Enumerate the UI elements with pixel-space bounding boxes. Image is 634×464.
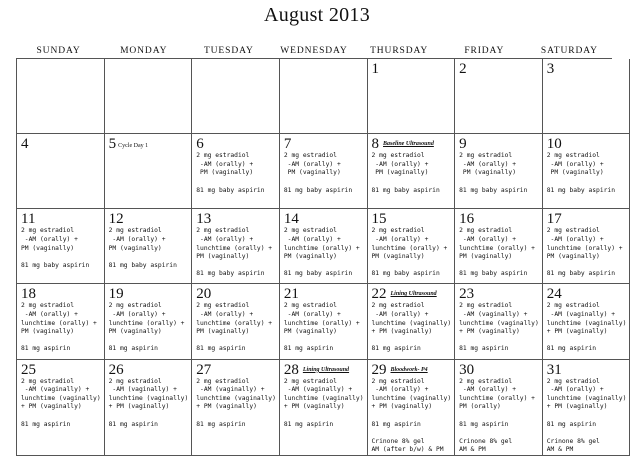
day-cell-empty xyxy=(192,59,280,134)
medication-notes: 2 mg estradiol -AM (orally) + lunchtime (orally) + PM (vaginally) 81 mg baby aspirin xyxy=(371,227,448,278)
day-cell-18 xyxy=(17,284,105,359)
day-number: 8 xyxy=(371,136,379,153)
day-cell-30 xyxy=(455,360,543,456)
medication-notes: 2 mg estradiol -AM (orally) + lunchtime (orally) + PM (vaginally) 81 mg aspirin xyxy=(108,302,185,353)
medication-notes: 2 mg estradiol -AM (orally) + lunchtime (vaginally) + PM (vaginally) 81 mg aspirin Crinone 8% gel AM (after b/w) & PM xyxy=(371,377,452,454)
day-cell-19 xyxy=(105,284,193,359)
day-cell-empty xyxy=(280,59,368,134)
day-number: 5 xyxy=(108,136,117,153)
medication-notes: 2 mg estradiol -AM (orally) + lunchtime (orally) + PM (vaginally) 81 mg aspirin xyxy=(196,302,273,353)
day-number: 27 xyxy=(196,361,212,378)
day-number: 31 xyxy=(546,361,562,378)
day-cell-10 xyxy=(543,134,631,209)
day-cell-1 xyxy=(368,59,456,134)
weekday-tuesday: TUESDAY xyxy=(203,46,254,56)
day-header xyxy=(547,362,627,377)
day-header xyxy=(459,61,539,76)
day-header xyxy=(372,136,452,151)
day-event-label: Lining Ultrasound xyxy=(390,291,437,298)
day-number: 16 xyxy=(459,211,475,228)
day-cell-17 xyxy=(543,209,631,284)
medication-notes: 2 mg estradiol -AM (orally) + PM (vaginally) 81 mg baby aspirin xyxy=(546,152,615,194)
day-header xyxy=(547,61,627,76)
day-header xyxy=(547,136,627,151)
day-number: 3 xyxy=(546,61,555,77)
medication-notes: 2 mg estradiol -AM (orally) + PM (vaginally) 81 mg baby aspirin xyxy=(283,152,353,194)
day-cell-12 xyxy=(105,209,193,284)
medication-notes: 2 mg estradiol -AM (orally) + lunchtime (vaginally) + PM (vaginally) 81 mg aspirin xyxy=(371,302,452,353)
day-header xyxy=(21,61,101,76)
day-cell-13 xyxy=(192,209,280,284)
day-number: 30 xyxy=(459,361,475,378)
day-header xyxy=(21,362,101,377)
day-number: 7 xyxy=(283,136,292,153)
day-cell-21 xyxy=(280,284,368,359)
day-number: 23 xyxy=(459,286,475,303)
day-header xyxy=(109,61,189,76)
day-number: 14 xyxy=(283,211,299,228)
day-header xyxy=(109,136,189,151)
calendar-title: August 2013 xyxy=(263,4,371,26)
day-cell-15 xyxy=(368,209,456,284)
day-event-label: Cycle Day 1 xyxy=(118,143,149,150)
day-cell-31 xyxy=(543,360,631,456)
day-header xyxy=(372,286,452,301)
day-number: 24 xyxy=(546,286,562,303)
day-header xyxy=(196,61,276,76)
day-number: 21 xyxy=(283,286,299,303)
medication-notes: 2 mg estradiol -AM (orally) + lunchtime (orally) + PM (orally) 81 mg aspirin Crinone 8% gel AM & PM xyxy=(459,377,535,454)
weekday-sunday: SUNDAY xyxy=(36,46,81,56)
day-header xyxy=(459,136,539,151)
day-header xyxy=(196,362,276,377)
day-cell-empty xyxy=(17,59,105,134)
day-cell-7 xyxy=(280,134,368,209)
day-number: 4 xyxy=(21,136,29,153)
day-cell-29 xyxy=(368,360,456,456)
day-number: 9 xyxy=(459,136,467,153)
weekday-thursday: THURSDAY xyxy=(370,46,429,56)
day-header xyxy=(372,211,452,226)
day-cell-25 xyxy=(17,360,105,456)
medication-notes: 2 mg estradiol -AM (vaginally) + lunchtime (vaginally) + PM (vaginally) 81 mg aspirin xyxy=(283,377,364,428)
day-number: 10 xyxy=(546,136,562,153)
medication-notes: 2 mg estradiol -AM (orally) + lunchtime (orally) + PM (vaginally) 81 mg aspirin xyxy=(21,302,97,353)
day-cell-14 xyxy=(280,209,368,284)
day-cell-9 xyxy=(455,134,543,209)
day-cell-5 xyxy=(105,134,193,209)
calendar-grid xyxy=(16,58,627,456)
medication-notes: 2 mg estradiol -AM (vaginally) + lunchtime (vaginally) + PM (vaginally) 81 mg aspirin xyxy=(108,377,189,428)
day-number: 2 xyxy=(459,61,467,77)
day-number: 1 xyxy=(371,61,379,77)
day-header xyxy=(109,362,189,377)
day-header xyxy=(547,286,627,301)
weekday-saturday: SATURDAY xyxy=(540,46,598,56)
medication-notes: 2 mg estradiol -AM (orally) + lunchtime (orally) + PM (vaginally) 81 mg baby aspirin xyxy=(196,227,273,278)
day-number: 17 xyxy=(546,211,562,228)
day-header xyxy=(459,286,539,301)
day-cell-22 xyxy=(368,284,456,359)
day-header xyxy=(21,211,101,226)
medication-notes: 2 mg estradiol -AM (orally) + lunchtime (orally) + PM (vaginally) 81 mg baby aspirin xyxy=(459,227,535,278)
medication-notes: 2 mg estradiol -AM (vaginally) + lunchtime (vaginally) + PM (vaginally) 81 mg aspirin xyxy=(459,302,539,353)
day-cell-16 xyxy=(455,209,543,284)
weekday-monday: MONDAY xyxy=(120,46,168,56)
day-header xyxy=(196,136,276,151)
day-header xyxy=(284,61,364,76)
day-cell-3 xyxy=(543,59,631,134)
medication-notes: 2 mg estradiol -AM (orally) + PM (vaginally) 81 mg baby aspirin xyxy=(459,152,528,194)
day-number: 22 xyxy=(371,286,387,303)
day-header xyxy=(284,136,364,151)
day-header xyxy=(547,211,627,226)
day-header xyxy=(196,211,276,226)
day-number: 28 xyxy=(283,361,299,378)
weekday-header-row xyxy=(16,46,612,56)
day-number: 26 xyxy=(108,361,124,378)
day-number: 15 xyxy=(371,211,387,228)
day-header xyxy=(21,286,101,301)
day-header xyxy=(284,286,364,301)
medication-notes: 2 mg estradiol -AM (orally) + PM (vaginally) 81 mg baby aspirin xyxy=(108,227,177,269)
day-cell-26 xyxy=(105,360,193,456)
day-cell-28 xyxy=(280,360,368,456)
day-cell-27 xyxy=(192,360,280,456)
day-header xyxy=(196,286,276,301)
day-header xyxy=(459,362,539,377)
day-cell-11 xyxy=(17,209,105,284)
medication-notes: 2 mg estradiol -AM (vaginally) + lunchtime (vaginally) + PM (vaginally) 81 mg aspirin xyxy=(21,377,101,428)
day-header xyxy=(21,136,101,151)
day-event-label: Lining Ultrasound xyxy=(302,366,350,373)
medication-notes: 2 mg estradiol -AM (orally) + lunchtime (orally) + PM (vaginally) 81 mg baby aspirin xyxy=(283,227,360,278)
medication-notes: 2 mg estradiol -AM (orally) + lunchtime (orally) + PM (vaginally) 81 mg aspirin xyxy=(283,302,360,353)
day-number: 13 xyxy=(196,211,212,228)
medication-notes: 2 mg estradiol -AM (vaginally) + lunchtime (vaginally) + PM (vaginally) 81 mg aspirin xyxy=(196,377,276,428)
day-cell-6 xyxy=(192,134,280,209)
day-header xyxy=(109,286,189,301)
medication-notes: 2 mg estradiol -AM (orally) + PM (vaginally) 81 mg baby aspirin xyxy=(371,152,440,194)
day-number: 11 xyxy=(21,211,36,228)
day-cell-empty xyxy=(105,59,193,134)
day-header xyxy=(459,211,539,226)
day-number: 18 xyxy=(21,286,36,303)
day-number: 12 xyxy=(108,211,124,228)
medication-notes: 2 mg estradiol -AM (orally) + lunchtime (orally) + PM (vaginally) 81 mg baby aspirin xyxy=(546,227,623,278)
day-cell-20 xyxy=(192,284,280,359)
day-header xyxy=(284,211,364,226)
day-number: 20 xyxy=(196,286,212,303)
day-cell-4 xyxy=(17,134,105,209)
medication-notes: 2 mg estradiol -AM (vaginally) + lunchtime (vaginally) + PM (vaginally) 81 mg aspirin xyxy=(546,302,627,353)
day-cell-2 xyxy=(455,59,543,134)
day-number: 6 xyxy=(196,136,204,153)
day-number: 19 xyxy=(108,286,124,303)
day-cell-8 xyxy=(368,134,456,209)
weekday-friday: FRIDAY xyxy=(464,46,505,56)
day-header xyxy=(372,61,452,76)
day-event-label: Bloodwork- P4 xyxy=(390,366,428,373)
medication-notes: 2 mg estradiol -AM (orally) + lunchtime (vaginally) + PM (vaginally) 81 mg aspirin Crinone 8% gel AM & PM xyxy=(546,377,627,454)
medication-notes: 2 mg estradiol -AM (orally) + PM (vaginally) 81 mg baby aspirin xyxy=(196,152,265,194)
day-number: 29 xyxy=(371,361,387,378)
day-event-label: Baseline Ultrasound xyxy=(383,141,434,148)
day-header xyxy=(109,211,189,226)
day-number: 25 xyxy=(21,361,36,378)
day-cell-23 xyxy=(455,284,543,359)
medication-notes: 2 mg estradiol -AM (orally) + PM (vaginally) 81 mg baby aspirin xyxy=(21,227,90,269)
day-cell-24 xyxy=(543,284,631,359)
day-header xyxy=(284,362,364,377)
weekday-wednesday: WEDNESDAY xyxy=(280,46,348,56)
day-header xyxy=(372,362,452,377)
